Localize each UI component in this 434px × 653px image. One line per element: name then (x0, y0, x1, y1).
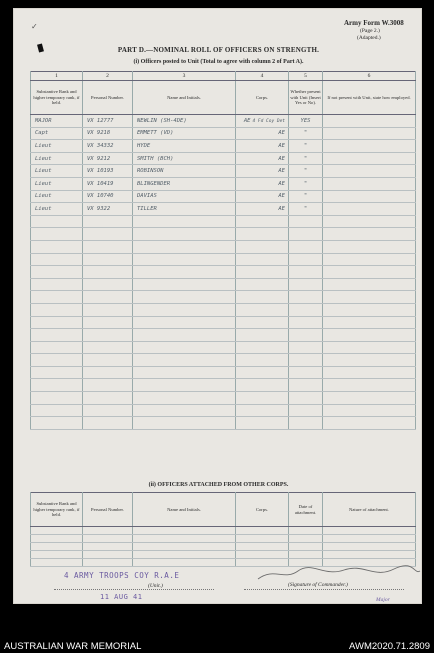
corps-value: AE (278, 193, 285, 200)
table-row (31, 115, 416, 128)
table-row (31, 543, 416, 551)
table-row (31, 354, 416, 367)
cell-name (133, 253, 236, 266)
cell-corps (236, 354, 289, 367)
cell-rank (31, 417, 83, 430)
cell-number (83, 316, 133, 329)
empty-cell (83, 551, 133, 559)
unit-label: (Unit.) (148, 583, 163, 589)
cell-present (289, 228, 323, 241)
cell-employed (323, 165, 416, 178)
cell-number (83, 253, 133, 266)
cell-corps (236, 291, 289, 304)
cell-present (289, 366, 323, 379)
table-row (31, 535, 416, 543)
cell-employed (323, 127, 416, 140)
cell-corps (236, 366, 289, 379)
empty-cell (236, 543, 289, 551)
header-present: Whether present with Unit (Insert Yes or No). (289, 81, 323, 115)
cell-number: VX 34332 (83, 140, 133, 153)
cell-rank (31, 266, 83, 279)
cell-name: SMITH (BCH) (133, 152, 236, 165)
cell-present: " (289, 190, 323, 203)
cell-employed (323, 278, 416, 291)
cell-employed (323, 152, 416, 165)
table-row (31, 253, 416, 266)
section-ii-title: (ii) OFFICERS ATTACHED FROM OTHER CORPS. (148, 482, 289, 488)
cell-employed (323, 291, 416, 304)
corps-value: AE (278, 205, 285, 212)
table-row (31, 152, 416, 165)
cell-number (83, 291, 133, 304)
cell-present: " (289, 127, 323, 140)
header-personal-number: Personal Number. (83, 493, 133, 527)
cell-rank (31, 341, 83, 354)
cell-number: VX 10193 (83, 165, 133, 178)
cell-number: VX 9212 (83, 152, 133, 165)
cell-rank (31, 404, 83, 417)
cell-name (133, 266, 236, 279)
table-row (31, 379, 416, 392)
cell-rank (31, 253, 83, 266)
cell-employed (323, 417, 416, 430)
table-row (31, 404, 416, 417)
empty-cell (31, 559, 83, 567)
cell-number (83, 278, 133, 291)
cell-name: NEWLIN (SH-4DE) (133, 115, 236, 128)
commander-signature (254, 565, 424, 583)
cell-name (133, 417, 236, 430)
officers-on-strength-table (30, 71, 416, 430)
corps-value: AE (278, 180, 285, 187)
cell-present (289, 392, 323, 405)
cell-name (133, 215, 236, 228)
empty-cell (289, 543, 323, 551)
header-employed: If not present with Unit, state how employed. (323, 81, 416, 115)
empty-cell (83, 535, 133, 543)
cell-rank (31, 354, 83, 367)
cell-rank (31, 215, 83, 228)
cell-employed (323, 303, 416, 316)
header-personal-number: Personal Number. (83, 81, 133, 115)
corps-value: AE (278, 155, 285, 162)
empty-cell (31, 535, 83, 543)
cell-present (289, 278, 323, 291)
unit-stamp: 4 ARMY TROOPS COY R.A.E (64, 571, 180, 580)
corps-value: AE (278, 168, 285, 175)
cell-employed (323, 240, 416, 253)
cell-rank: Lieut (31, 190, 83, 203)
part-title: PART D.—NOMINAL ROLL OF OFFICERS ON STRENGTH. (117, 46, 320, 54)
cell-employed (323, 316, 416, 329)
cell-rank: Lieut (31, 140, 83, 153)
cell-name (133, 316, 236, 329)
cell-rank (31, 366, 83, 379)
signature-label: (Signature of Commander.) (288, 582, 348, 588)
empty-cell (133, 559, 236, 567)
empty-cell (236, 535, 289, 543)
table-row (31, 278, 416, 291)
empty-cell (83, 543, 133, 551)
table-row (31, 127, 416, 140)
cell-corps (236, 303, 289, 316)
column-header-row (31, 493, 416, 527)
cell-corps (236, 417, 289, 430)
cell-corps (236, 240, 289, 253)
cell-corps (236, 228, 289, 241)
cell-present (289, 379, 323, 392)
table-row (31, 291, 416, 304)
cell-corps (236, 203, 289, 216)
empty-cell (323, 527, 416, 535)
table-row (31, 190, 416, 203)
cell-rank (31, 392, 83, 405)
cell-rank (31, 240, 83, 253)
cell-present: " (289, 177, 323, 190)
cell-corps (236, 341, 289, 354)
col-number: 1 (31, 72, 83, 81)
col-number: 5 (289, 72, 323, 81)
corps-value: AE (278, 142, 285, 149)
cell-number (83, 303, 133, 316)
cell-present (289, 240, 323, 253)
table-row (31, 303, 416, 316)
table-row (31, 417, 416, 430)
cell-rank: Lieut (31, 152, 83, 165)
form-page (13, 8, 422, 604)
cell-name (133, 278, 236, 291)
cell-present: YES (289, 115, 323, 128)
cell-employed (323, 341, 416, 354)
cell-rank: Lieut (31, 203, 83, 216)
cell-name (133, 404, 236, 417)
cell-employed (323, 366, 416, 379)
cell-number: VX 12777 (83, 115, 133, 128)
date-stamp: 11 AUG 41 (100, 593, 143, 601)
corps-value: AE (243, 117, 251, 124)
cell-name (133, 392, 236, 405)
cell-rank: Capt (31, 127, 83, 140)
cell-name (133, 228, 236, 241)
cell-rank (31, 316, 83, 329)
cell-corps (236, 177, 289, 190)
cell-employed (323, 140, 416, 153)
cell-number (83, 366, 133, 379)
table-row (31, 366, 416, 379)
cell-corps (236, 404, 289, 417)
cell-corps (236, 392, 289, 405)
cell-present (289, 266, 323, 279)
cell-employed (323, 253, 416, 266)
footer-credit: AUSTRALIAN WAR MEMORIAL (4, 641, 142, 652)
empty-cell (31, 527, 83, 535)
table-row (31, 266, 416, 279)
cell-corps (236, 329, 289, 342)
cell-present (289, 303, 323, 316)
table-row (31, 203, 416, 216)
empty-cell (31, 543, 83, 551)
cell-corps (236, 379, 289, 392)
table-row (31, 165, 416, 178)
cell-rank (31, 228, 83, 241)
empty-cell (133, 535, 236, 543)
cell-present (289, 404, 323, 417)
cell-present (289, 291, 323, 304)
form-adapted: (Adapted.) (357, 35, 381, 41)
cell-number (83, 404, 133, 417)
cell-rank: Lieut (31, 165, 83, 178)
cell-employed (323, 115, 416, 128)
header-date-attachment: Date of attachment. (289, 493, 323, 527)
cell-number (83, 341, 133, 354)
empty-cell (133, 543, 236, 551)
empty-cell (83, 527, 133, 535)
col-number: 3 (133, 72, 236, 81)
cell-number (83, 354, 133, 367)
cell-employed (323, 404, 416, 417)
cell-present: " (289, 203, 323, 216)
cell-name (133, 379, 236, 392)
cell-number: VX 9322 (83, 203, 133, 216)
column-number-row (31, 72, 416, 81)
header-name: Name and Initials. (133, 81, 236, 115)
pencil-mark: ✓ (31, 22, 38, 31)
cell-employed (323, 392, 416, 405)
section-i-title: (i) Officers posted to Unit (Total to agree with column 2 of Part A). (133, 59, 304, 65)
cell-employed (323, 190, 416, 203)
empty-cell (133, 527, 236, 535)
empty-cell (133, 551, 236, 559)
table-row (31, 551, 416, 559)
cell-corps (236, 316, 289, 329)
cell-present (289, 316, 323, 329)
header-rank: Substantive Rank and higher temporary rank, if held. (31, 493, 83, 527)
cell-rank (31, 379, 83, 392)
cell-name (133, 303, 236, 316)
cell-rank (31, 329, 83, 342)
col-number: 2 (83, 72, 133, 81)
table-row (31, 215, 416, 228)
cell-number (83, 417, 133, 430)
table-row (31, 177, 416, 190)
cell-present (289, 329, 323, 342)
cell-employed (323, 329, 416, 342)
cell-name (133, 354, 236, 367)
cell-present (289, 341, 323, 354)
cell-rank (31, 278, 83, 291)
footer-bar (0, 604, 434, 653)
cell-name: ROBINSON (133, 165, 236, 178)
empty-cell (323, 551, 416, 559)
cell-number: VX 9218 (83, 127, 133, 140)
cell-name (133, 341, 236, 354)
cell-number (83, 215, 133, 228)
form-number: Army Form W.3008 (344, 19, 404, 27)
cell-corps (236, 115, 289, 128)
cell-corps (236, 152, 289, 165)
table-row (31, 392, 416, 405)
cell-employed (323, 354, 416, 367)
column-header-row (31, 81, 416, 115)
corps-value: AE (278, 130, 285, 137)
attached-officers-table (30, 492, 416, 567)
cell-number (83, 392, 133, 405)
cell-name: BLINGENDER (133, 177, 236, 190)
header-nature-attachment: Nature of attachment. (323, 493, 416, 527)
cell-employed (323, 177, 416, 190)
cell-present: " (289, 152, 323, 165)
unit-line (54, 589, 214, 590)
col-number: 4 (236, 72, 289, 81)
empty-cell (83, 559, 133, 567)
table-row (31, 240, 416, 253)
table-row (31, 316, 416, 329)
empty-cell (236, 527, 289, 535)
empty-cell (289, 527, 323, 535)
cell-number (83, 240, 133, 253)
cell-corps (236, 140, 289, 153)
cell-employed (323, 215, 416, 228)
footer-accession: AWM2020.71.2809 (349, 641, 430, 652)
signature-line (244, 589, 404, 590)
cell-corps (236, 127, 289, 140)
corps-note: 4 Fd Coy Det (252, 118, 285, 124)
cell-present: " (289, 140, 323, 153)
cell-employed (323, 228, 416, 241)
cell-name: DAVIAS (133, 190, 236, 203)
table-row (31, 228, 416, 241)
cell-corps (236, 215, 289, 228)
cell-present: " (289, 165, 323, 178)
cell-present (289, 354, 323, 367)
empty-cell (323, 543, 416, 551)
cell-rank: MAJOR (31, 115, 83, 128)
cell-name (133, 366, 236, 379)
cell-corps (236, 190, 289, 203)
cell-name: HYDE (133, 140, 236, 153)
cell-present (289, 253, 323, 266)
cell-corps (236, 278, 289, 291)
cell-number: VX 10740 (83, 190, 133, 203)
table-row (31, 527, 416, 535)
cell-name (133, 291, 236, 304)
empty-cell (31, 551, 83, 559)
empty-cell (236, 551, 289, 559)
form-page-number: (Page 2.) (360, 28, 380, 34)
cell-number (83, 379, 133, 392)
table-row (31, 341, 416, 354)
cell-name: TILLER (133, 203, 236, 216)
cell-number (83, 228, 133, 241)
rank-major: Major (376, 597, 390, 603)
header-rank: Substantive Rank and higher temporary rank, if held. (31, 81, 83, 115)
header-corps: Corps. (236, 81, 289, 115)
cell-rank (31, 303, 83, 316)
cell-employed (323, 266, 416, 279)
cell-number (83, 329, 133, 342)
col-number: 6 (323, 72, 416, 81)
cell-present (289, 215, 323, 228)
cell-employed (323, 379, 416, 392)
cell-name (133, 240, 236, 253)
header-name: Name and Initials. (133, 493, 236, 527)
table-row (31, 329, 416, 342)
empty-cell (323, 535, 416, 543)
table-row (31, 140, 416, 153)
cell-name: EMMETT (VD) (133, 127, 236, 140)
cell-employed (323, 203, 416, 216)
header-corps: Corps. (236, 493, 289, 527)
cell-corps (236, 266, 289, 279)
cell-corps (236, 165, 289, 178)
empty-cell (289, 535, 323, 543)
cell-rank: Lieut (31, 177, 83, 190)
cell-rank (31, 291, 83, 304)
cell-number (83, 266, 133, 279)
cell-present (289, 417, 323, 430)
empty-cell (289, 551, 323, 559)
cell-name (133, 329, 236, 342)
cell-corps (236, 253, 289, 266)
cell-number: VX 10419 (83, 177, 133, 190)
